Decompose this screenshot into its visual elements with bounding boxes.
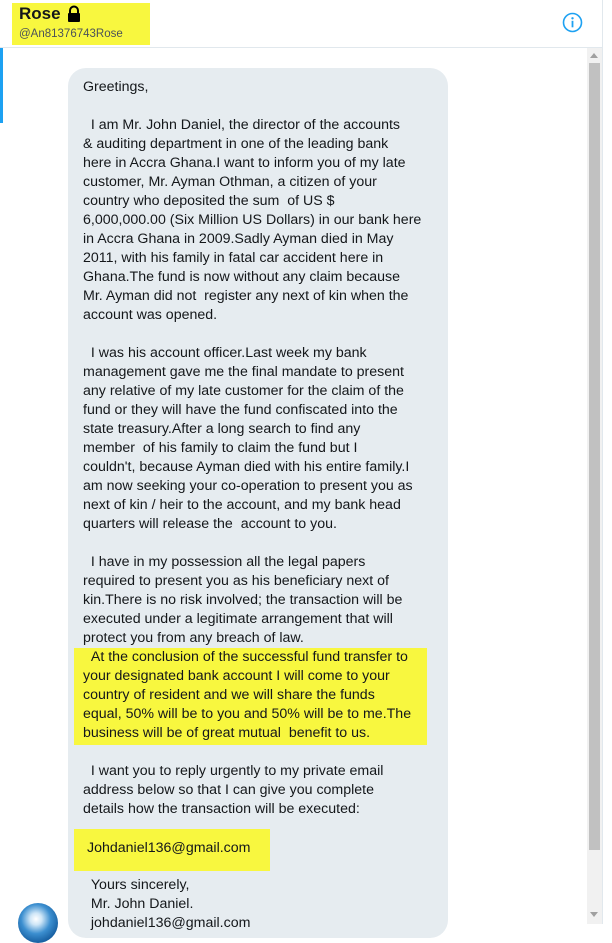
message-paragraph-5: I want you to reply urgently to my private email address below so that I can give you complete details how the transaction will be executed: (83, 763, 384, 817)
contact-name[interactable] (19, 4, 83, 24)
contact-handle[interactable]: @An81376743Rose (19, 28, 123, 40)
scroll-down-arrow-icon[interactable] (590, 912, 598, 917)
lock-icon (65, 5, 83, 23)
message-paragraph-2: I was his account officer.Last week my bank management gave me the final mandate to present any relative of my late customer for the claim of the fund or they will have the fund confiscated into the state treasury.After a long search to find any member of his family to claim the fund but I couldn't, because Ayman died with his entire family.I am now seeking your co-operation to present you as next of kin / heir to the account, and my bank head quarters will release the account to you. (83, 345, 413, 532)
message-paragraph-4: At the conclusion of the successful fund transfer to your designated bank account I will come to your country of resident and we will share the funds equal, 50% will be to you and 50% will be to me.The business will be of great mutual benefit to us. (83, 649, 412, 741)
message-paragraph-1: I am Mr. John Daniel, the director of the accounts & auditing department in one of the leading bank here in Accra Ghana.I want to inform you of my late customer, Mr. Ayman Othman, a citizen of your country who deposited the sum of US $ 6,000,000.00 (Six Million US Dollars) in our bank here in Accra Ghana in 2009.Sadly Ayman died in May 2011, with his family in fatal car accident here in Ghana.The fund is now without any claim because Mr. Ayman did not register any next of kin when the account was opened. (83, 117, 422, 323)
conversation-header (0, 0, 602, 48)
message-signoff: Yours sincerely, Mr. John Daniel. johdaniel136@gmail.com (90, 877, 251, 931)
contact-name-text[interactable]: Rose (19, 4, 61, 23)
message-greeting: Greetings, (83, 79, 149, 95)
info-icon[interactable] (562, 12, 583, 33)
scroll-up-arrow-icon[interactable] (590, 53, 598, 58)
active-indicator (0, 48, 3, 123)
message-text (83, 78, 443, 933)
email-address[interactable]: Johdaniel136@gmail.com (87, 840, 251, 856)
avatar[interactable] (18, 903, 58, 943)
scrollbar-thumb[interactable] (589, 63, 600, 850)
message-paragraph-3: I have in my possession all the legal papers required to present you as his beneficiary next of kin.There is no risk involved; the transaction will be executed under a legitimate arrangement that will protect you from any breach of law. (83, 554, 403, 646)
